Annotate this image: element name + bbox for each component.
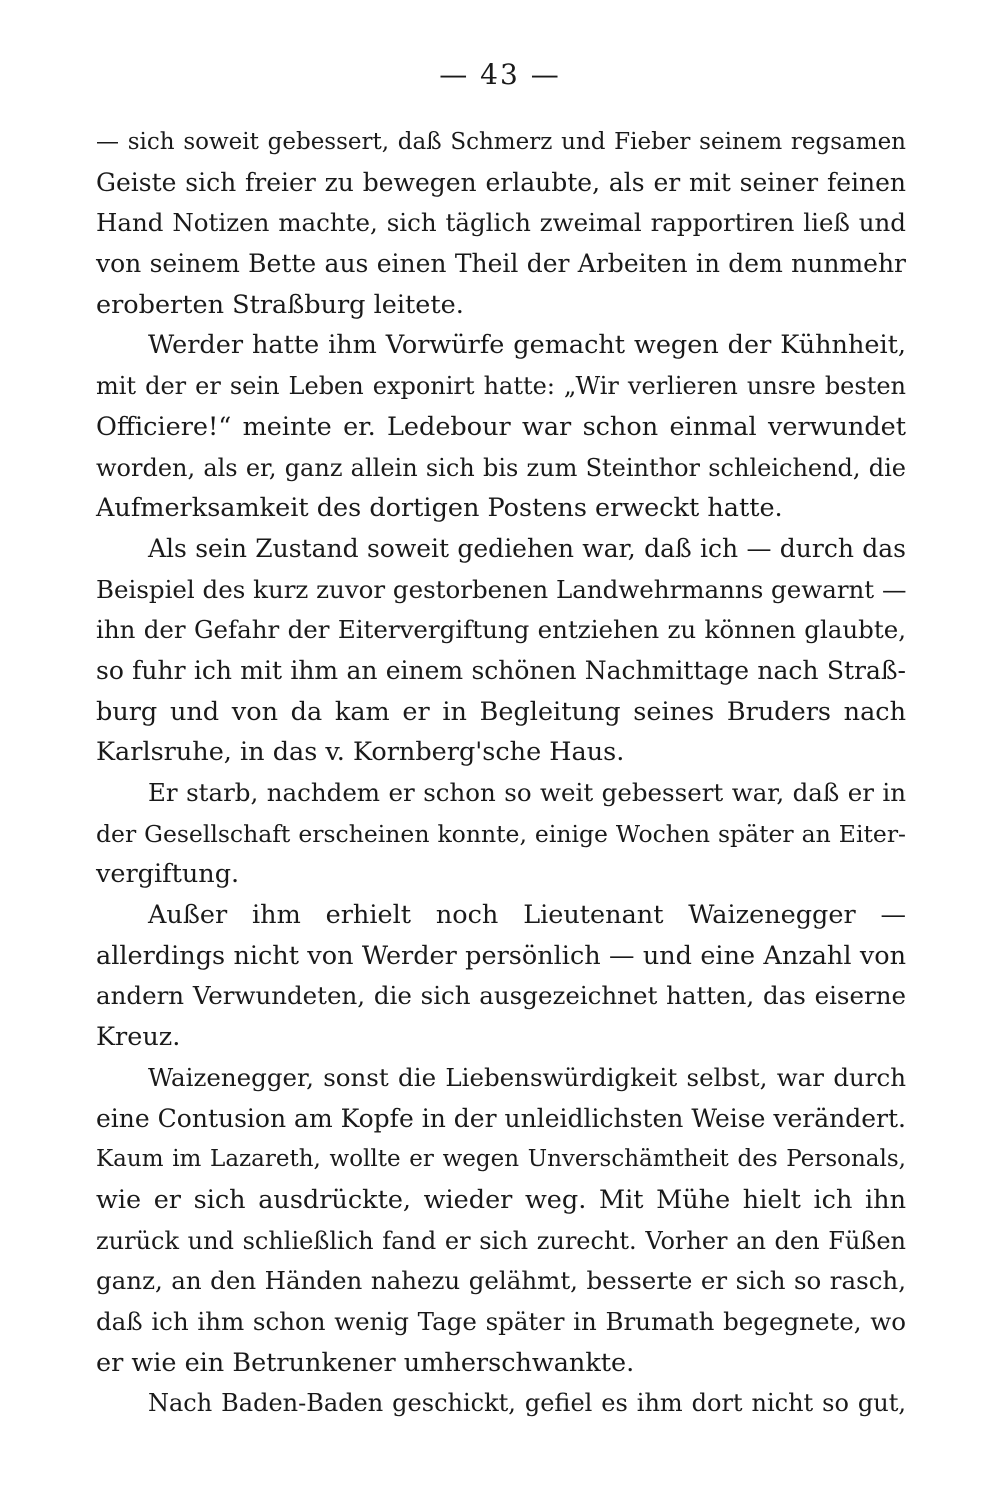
text-line: Geiste sich freier zu bewegen erlaubte, als er mit seiner feinen <box>96 167 906 197</box>
text-line: Waizenegger, sonst die Liebenswürdigkeit selbst, war durch <box>148 1062 906 1092</box>
text-line: von seinem Bette aus einen Theil der Arbeiten in dem nunmehr <box>96 249 906 279</box>
text-line: Kaum im Lazareth, wollte er wegen Unverschämtheit des Personals, <box>96 1146 906 1173</box>
body-text <box>96 122 906 1424</box>
text-line: Karlsruhe, in das v. Kornberg'sche Haus. <box>96 737 625 768</box>
text-line: zurück und schließlich fand er sich zurecht. Vorher an den Füßen <box>96 1226 906 1255</box>
text-line: Beispiel des kurz zuvor gestorbenen Landwehrmanns gewarnt — <box>96 574 907 604</box>
text-line: Als sein Zustand soweit gediehen war, daß ich — durch das <box>148 533 906 563</box>
text-line: — sich soweit gebessert, daß Schmerz und Fieber seinem regsamen <box>96 129 906 155</box>
text-line: daß ich ihm schon wenig Tage später in Brumath begegnete, wo <box>96 1306 906 1336</box>
text-line: Kreuz. <box>96 1022 181 1053</box>
page-number: — 43 — <box>439 58 561 91</box>
text-line: Er starb, nachdem er schon so weit gebessert war, daß er in <box>148 778 906 807</box>
text-line: andern Verwundeten, die sich ausgezeichnet hatten, das eiserne <box>96 981 906 1011</box>
text-line: ihn der Gefahr der Eitervergiftung entziehen zu können glaubte, <box>96 615 906 645</box>
text-line: Nach Baden-Baden geschickt, gefiel es ihm dort nicht so gut, <box>148 1389 906 1418</box>
text-line: worden, als er, ganz allein sich bis zum Steinthor schleichend, die <box>96 453 906 482</box>
text-line: Außer ihm erhielt noch Lieutenant Waizenegger — <box>148 900 906 931</box>
text-line: ganz, an den Händen nahezu gelähmt, besserte er sich so rasch, <box>96 1266 906 1296</box>
text-line: so fuhr ich mit ihm an einem schönen Nachmittage nach Straß- <box>96 655 906 685</box>
text-line: allerdings nicht von Werder persönlich — und eine Anzahl von <box>96 940 906 971</box>
text-line: wie er sich ausdrückte, wieder weg. Mit Mühe hielt ich ihn <box>96 1184 906 1215</box>
text-line: Hand Notizen machte, sich täglich zweimal rapportiren ließ und <box>96 208 906 238</box>
text-line: vergiftung. <box>96 859 240 890</box>
text-line: er wie ein Betrunkener umherschwankte. <box>96 1347 635 1378</box>
text-line: eine Contusion am Kopfe in der unleidlichsten Weise verändert. <box>96 1103 906 1133</box>
text-line: Officiere!“ meinte er. Ledebour war schon einmal verwundet <box>96 411 906 442</box>
text-line: Werder hatte ihm Vorwürfe gemacht wegen der Kühnheit, <box>148 330 906 361</box>
text-line: der Gesellschaft erscheinen konnte, einige Wochen später an Eiter- <box>96 819 906 848</box>
text-line: burg und von da kam er in Begleitung seines Bruders nach <box>96 696 906 727</box>
text-line: mit der er sein Leben exponirt hatte: „Wir verlieren unsre besten <box>96 372 906 401</box>
text-line: eroberten Straßburg leitete. <box>96 289 464 320</box>
text-line: Aufmerksamkeit des dortigen Postens erweckt hatte. <box>96 493 783 524</box>
